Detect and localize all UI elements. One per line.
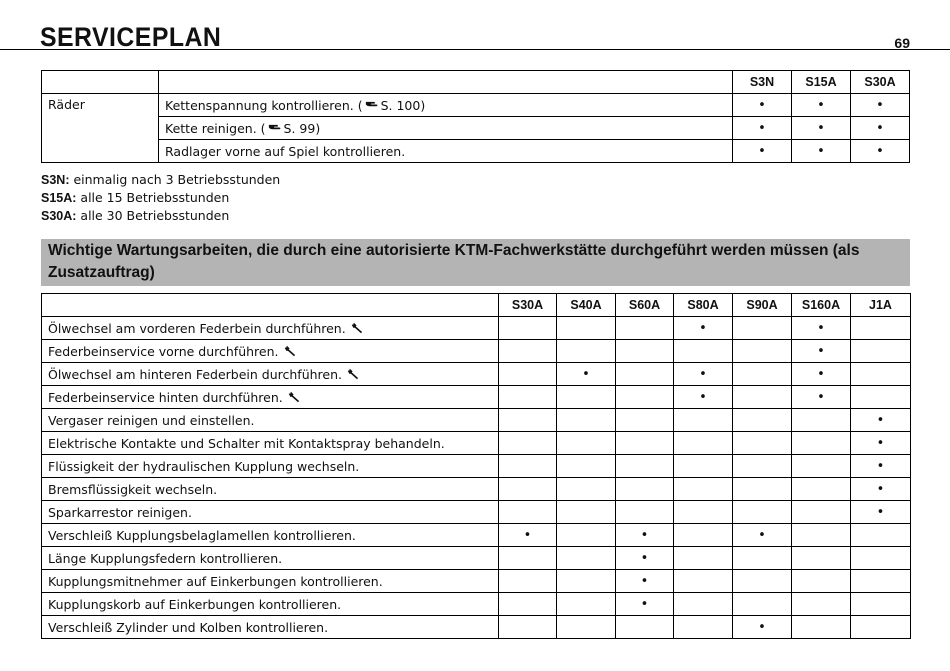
- page-title: SERVICEPLAN: [40, 22, 222, 52]
- empty-cell: [557, 317, 616, 340]
- empty-cell: [616, 363, 674, 386]
- empty-cell: [792, 616, 851, 639]
- empty-cell: [557, 340, 616, 363]
- empty-cell: [733, 386, 792, 409]
- empty-cell: [557, 524, 616, 547]
- empty-cell: [499, 501, 557, 524]
- empty-cell: [851, 547, 911, 570]
- service-mark: •: [792, 386, 851, 409]
- empty-cell: [851, 363, 911, 386]
- task-text: Federbeinservice hinten durchführen.: [48, 389, 283, 405]
- task-text: Kette reinigen. (: [165, 120, 266, 136]
- empty-cell: [499, 478, 557, 501]
- table-row: [42, 501, 911, 524]
- table-row: [42, 117, 910, 140]
- empty-cell: [616, 432, 674, 455]
- empty-cell: [851, 317, 911, 340]
- table-row: [42, 478, 911, 501]
- wrench-icon: [283, 344, 297, 358]
- task-text: Länge Kupplungsfedern kontrollieren.: [48, 550, 283, 566]
- legend-item: [41, 189, 280, 207]
- empty-cell: [499, 547, 557, 570]
- task-text: Vergaser reinigen und einstellen.: [48, 412, 255, 428]
- header-empty-cell: [42, 294, 499, 317]
- task-text: Ölwechsel am vorderen Federbein durchführen.: [48, 320, 346, 336]
- service-mark: •: [733, 94, 792, 117]
- task-text: Bremsflüssigkeit wechseln.: [48, 481, 218, 497]
- table-row: [42, 363, 911, 386]
- empty-cell: [733, 478, 792, 501]
- service-mark: •: [674, 317, 733, 340]
- legend-item: [41, 207, 280, 225]
- empty-cell: [851, 524, 911, 547]
- empty-cell: [674, 455, 733, 478]
- empty-cell: [792, 455, 851, 478]
- interval-legend: [41, 171, 280, 225]
- empty-cell: [792, 478, 851, 501]
- empty-cell: [674, 547, 733, 570]
- empty-cell: [733, 455, 792, 478]
- empty-cell: [499, 409, 557, 432]
- header-rule: [0, 49, 950, 50]
- page-number: 69: [894, 35, 910, 51]
- empty-cell: [557, 455, 616, 478]
- service-mark: •: [851, 409, 911, 432]
- service-mark: •: [733, 140, 792, 163]
- empty-cell: [792, 409, 851, 432]
- task-cell: [42, 616, 499, 639]
- service-mark: •: [851, 455, 911, 478]
- empty-cell: [792, 524, 851, 547]
- empty-cell: [674, 570, 733, 593]
- empty-cell: [733, 340, 792, 363]
- empty-cell: [616, 317, 674, 340]
- task-cell: [42, 409, 499, 432]
- task-cell: [42, 501, 499, 524]
- empty-cell: [674, 501, 733, 524]
- empty-cell: [557, 616, 616, 639]
- service-mark: •: [616, 570, 674, 593]
- wrench-icon: [287, 390, 301, 404]
- table-row: [42, 340, 911, 363]
- table-row: [42, 94, 910, 117]
- empty-cell: [499, 340, 557, 363]
- empty-cell: [499, 432, 557, 455]
- task-cell: [42, 570, 499, 593]
- empty-cell: [616, 386, 674, 409]
- empty-cell: [674, 593, 733, 616]
- empty-cell: [499, 317, 557, 340]
- service-mark: •: [851, 478, 911, 501]
- table-row: [42, 570, 911, 593]
- legend-text: alle 15 Betriebsstunden: [76, 190, 230, 205]
- task-cell: [42, 432, 499, 455]
- empty-cell: [733, 363, 792, 386]
- pointing-hand-icon: [365, 98, 379, 109]
- table-row: [42, 547, 911, 570]
- task-text: Verschleiß Zylinder und Kolben kontrollieren.: [48, 619, 329, 635]
- wrench-icon: [350, 321, 364, 335]
- empty-cell: [557, 478, 616, 501]
- page-reference: S. 100): [380, 97, 426, 113]
- empty-cell: [557, 432, 616, 455]
- header-empty-cell: [159, 71, 733, 94]
- empty-cell: [616, 409, 674, 432]
- empty-cell: [733, 570, 792, 593]
- task-text: Verschleiß Kupplungsbelaglamellen kontrollieren.: [48, 527, 356, 543]
- task-text: Federbeinservice vorne durchführen.: [48, 343, 279, 359]
- legend-text: einmalig nach 3 Betriebsstunden: [69, 172, 281, 187]
- column-header: S30A: [851, 71, 910, 94]
- service-mark: •: [792, 363, 851, 386]
- empty-cell: [616, 478, 674, 501]
- empty-cell: [733, 547, 792, 570]
- empty-cell: [499, 616, 557, 639]
- task-cell: [42, 340, 499, 363]
- empty-cell: [733, 317, 792, 340]
- table-header-row: [42, 71, 910, 94]
- empty-cell: [674, 478, 733, 501]
- task-text: Sparkarrestor reinigen.: [48, 504, 192, 520]
- service-mark: •: [851, 117, 910, 140]
- task-cell: [42, 317, 499, 340]
- service-mark: •: [557, 363, 616, 386]
- table-row: [42, 317, 911, 340]
- table-row: [42, 432, 911, 455]
- empty-cell: [499, 363, 557, 386]
- empty-cell: [674, 432, 733, 455]
- task-cell: [159, 117, 733, 140]
- empty-cell: [792, 593, 851, 616]
- empty-cell: [557, 593, 616, 616]
- service-mark: •: [792, 140, 851, 163]
- service-mark: •: [616, 524, 674, 547]
- empty-cell: [557, 570, 616, 593]
- service-mark: •: [851, 432, 911, 455]
- service-mark: •: [792, 317, 851, 340]
- legend-code: S3N:: [41, 173, 70, 187]
- empty-cell: [499, 386, 557, 409]
- column-header: S30A: [499, 294, 557, 317]
- empty-cell: [851, 386, 911, 409]
- table-row: [42, 140, 910, 163]
- empty-cell: [499, 455, 557, 478]
- task-text: Kettenspannung kontrollieren. (: [165, 97, 363, 113]
- service-mark: •: [792, 94, 851, 117]
- legend-item: [41, 171, 280, 189]
- empty-cell: [616, 340, 674, 363]
- empty-cell: [733, 432, 792, 455]
- empty-cell: [616, 501, 674, 524]
- task-cell: [42, 593, 499, 616]
- empty-cell: [792, 501, 851, 524]
- service-mark: •: [733, 616, 792, 639]
- column-header: J1A: [851, 294, 911, 317]
- task-text: Elektrische Kontakte und Schalter mit Kontaktspray behandeln.: [48, 435, 445, 451]
- service-mark: •: [499, 524, 557, 547]
- empty-cell: [674, 616, 733, 639]
- table-row: [42, 409, 911, 432]
- empty-cell: [851, 593, 911, 616]
- empty-cell: [674, 409, 733, 432]
- legend-code: S15A:: [41, 191, 77, 205]
- empty-cell: [733, 409, 792, 432]
- table-row: [42, 616, 911, 639]
- table-row: [42, 593, 911, 616]
- column-header: S80A: [674, 294, 733, 317]
- empty-cell: [557, 409, 616, 432]
- legend-text: alle 30 Betriebsstunden: [76, 208, 230, 223]
- service-mark: •: [851, 140, 910, 163]
- column-header: S90A: [733, 294, 792, 317]
- empty-cell: [557, 386, 616, 409]
- service-mark: •: [616, 593, 674, 616]
- task-text: Radlager vorne auf Spiel kontrollieren.: [165, 143, 406, 159]
- column-header: S15A: [792, 71, 851, 94]
- empty-cell: [499, 593, 557, 616]
- empty-cell: [792, 432, 851, 455]
- empty-cell: [733, 501, 792, 524]
- task-cell: [42, 524, 499, 547]
- empty-cell: [674, 340, 733, 363]
- column-header: S160A: [792, 294, 851, 317]
- page-reference: S. 99): [283, 120, 321, 136]
- empty-cell: [792, 547, 851, 570]
- empty-cell: [557, 501, 616, 524]
- service-table-wheels: [41, 70, 910, 163]
- task-cell: [42, 363, 499, 386]
- table-header-row: [42, 294, 911, 317]
- group-label: Räder: [42, 94, 159, 163]
- empty-cell: [851, 570, 911, 593]
- empty-cell: [674, 524, 733, 547]
- empty-cell: [616, 616, 674, 639]
- empty-cell: [499, 570, 557, 593]
- legend-code: S30A:: [41, 209, 77, 223]
- wrench-icon: [346, 367, 360, 381]
- task-cell: [42, 478, 499, 501]
- table-row: [42, 386, 911, 409]
- task-cell: [42, 455, 499, 478]
- column-header: S3N: [733, 71, 792, 94]
- task-text: Kupplungskorb auf Einkerbungen kontrollieren.: [48, 596, 342, 612]
- table-row: [42, 524, 911, 547]
- task-cell: [42, 547, 499, 570]
- service-mark: •: [733, 117, 792, 140]
- empty-cell: [851, 340, 911, 363]
- table-row: [42, 455, 911, 478]
- task-cell: [42, 386, 499, 409]
- service-mark: •: [616, 547, 674, 570]
- header-empty-cell: [42, 71, 159, 94]
- service-table-workshop: [41, 293, 911, 639]
- service-mark: •: [674, 363, 733, 386]
- pointing-hand-icon: [268, 121, 282, 132]
- service-mark: •: [851, 501, 911, 524]
- empty-cell: [557, 547, 616, 570]
- task-text: Ölwechsel am hinteren Federbein durchführen.: [48, 366, 343, 382]
- section-heading: Wichtige Wartungsarbeiten, die durch eine autorisierte KTM-Fachwerkstätte durchgeführt werden müssen (als Zusatzauftrag): [41, 239, 910, 286]
- empty-cell: [616, 455, 674, 478]
- empty-cell: [851, 616, 911, 639]
- task-text: Kupplungsmitnehmer auf Einkerbungen kontrollieren.: [48, 573, 383, 589]
- service-mark: •: [733, 524, 792, 547]
- empty-cell: [792, 570, 851, 593]
- empty-cell: [733, 593, 792, 616]
- task-cell: [159, 94, 733, 117]
- column-header: S60A: [616, 294, 674, 317]
- task-cell: [159, 140, 733, 163]
- service-mark: •: [674, 386, 733, 409]
- column-header: S40A: [557, 294, 616, 317]
- task-text: Flüssigkeit der hydraulischen Kupplung wechseln.: [48, 458, 360, 474]
- service-mark: •: [851, 94, 910, 117]
- service-mark: •: [792, 340, 851, 363]
- service-mark: •: [792, 117, 851, 140]
